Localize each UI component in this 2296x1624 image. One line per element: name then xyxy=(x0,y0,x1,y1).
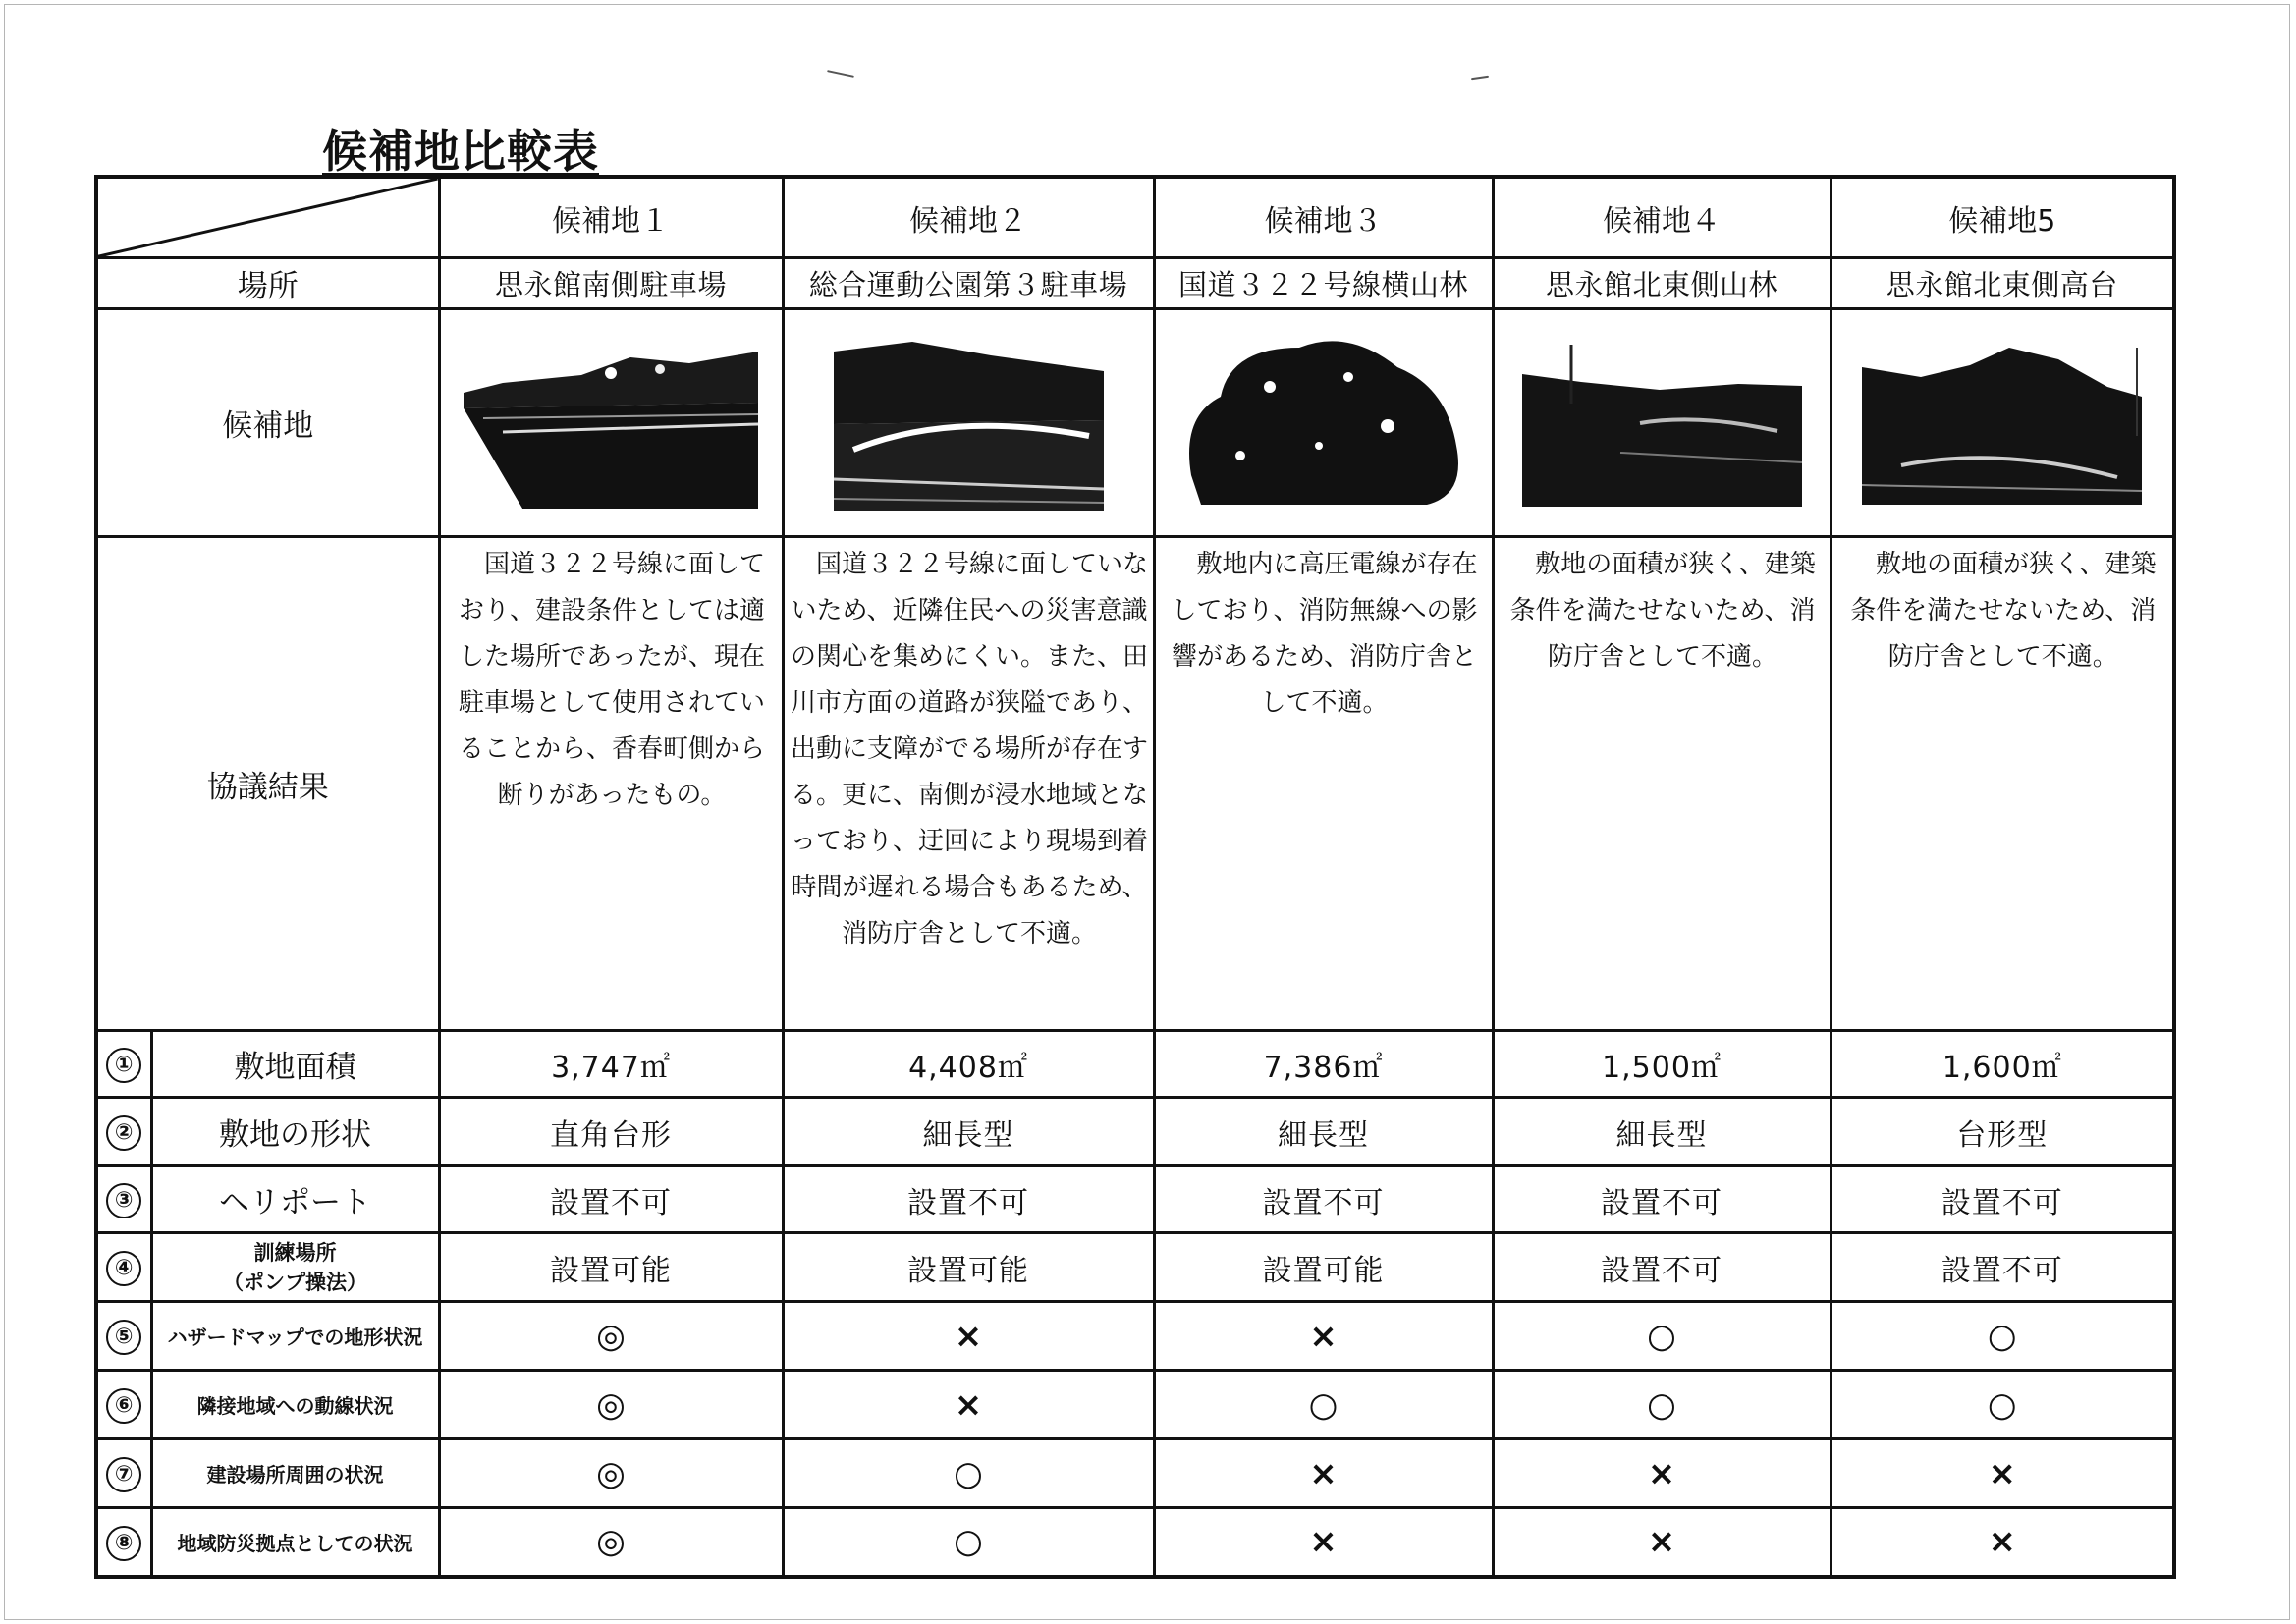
metric-value: 設置不可 xyxy=(439,1166,783,1233)
metric-label-sub: （ポンプ操法） xyxy=(223,1270,367,1294)
metric-row xyxy=(96,1098,2174,1166)
metric-value: 設置不可 xyxy=(1493,1166,1831,1233)
metric-row xyxy=(96,1439,2174,1508)
diagonal-line xyxy=(98,179,438,256)
rating-mark: × xyxy=(783,1371,1154,1439)
rating-mark: × xyxy=(1831,1439,2174,1508)
candidate-header: 候補地２ xyxy=(783,177,1154,258)
metric-value: 設置不可 xyxy=(1154,1166,1493,1233)
metric-value: 1,600㎡ xyxy=(1831,1031,2174,1098)
metric-value: 設置可能 xyxy=(783,1233,1154,1302)
rating-mark: ◎ xyxy=(439,1302,783,1371)
header-row xyxy=(96,177,2174,258)
candidate-photo-cell xyxy=(1154,309,1493,537)
metric-row xyxy=(96,1166,2174,1233)
metric-value: 細長型 xyxy=(783,1098,1154,1166)
candidate-photo-cell xyxy=(1493,309,1831,537)
metric-value: 直角台形 xyxy=(439,1098,783,1166)
location-cell: 思永館南側駐車場 xyxy=(439,258,783,309)
rating-mark: ○ xyxy=(783,1508,1154,1577)
rating-mark: ○ xyxy=(1493,1371,1831,1439)
metric-label: 敷地面積 xyxy=(151,1031,439,1098)
metric-value: 4,408㎡ xyxy=(783,1031,1154,1098)
metric-row xyxy=(96,1031,2174,1098)
metric-number: ⑥ xyxy=(96,1371,151,1439)
metric-number: ③ xyxy=(96,1166,151,1233)
rating-mark: × xyxy=(1831,1508,2174,1577)
metric-label: ヘリポート xyxy=(151,1166,439,1233)
photo-row-label: 候補地 xyxy=(96,309,439,537)
metric-label: 敷地の形状 xyxy=(151,1098,439,1166)
metric-value: 設置可能 xyxy=(439,1233,783,1302)
sports-park-parking-photo-icon xyxy=(834,342,1104,511)
metric-value: 設置可能 xyxy=(1154,1233,1493,1302)
discussion-cell: 敷地の面積が狭く、建築条件を満たせないため、消防庁舎として不適。 xyxy=(1493,537,1831,1031)
discussion-cell: 敷地内に高圧電線が存在しており、消防無線への影響があるため、消防庁舎として不適。 xyxy=(1154,537,1493,1031)
candidate-photo-cell xyxy=(1831,309,2174,537)
metric-number: ⑦ xyxy=(96,1439,151,1508)
rating-mark: ◎ xyxy=(439,1508,783,1577)
metric-number: ① xyxy=(96,1031,151,1098)
metric-value: 設置不可 xyxy=(783,1166,1154,1233)
metric-value: 3,747㎡ xyxy=(439,1031,783,1098)
rating-mark: ○ xyxy=(1831,1371,2174,1439)
location-row-label: 場所 xyxy=(96,258,439,309)
candidate-header: 候補地１ xyxy=(439,177,783,258)
discussion-row xyxy=(96,537,2174,1031)
candidate-photo-cell xyxy=(439,309,783,537)
location-cell: 思永館北東側高台 xyxy=(1831,258,2174,309)
rating-mark: × xyxy=(1154,1508,1493,1577)
hillside-forest-photo-icon xyxy=(1522,345,1802,507)
rating-mark: ◎ xyxy=(439,1439,783,1508)
discussion-row-label: 協議結果 xyxy=(96,537,439,1031)
rating-mark: ○ xyxy=(1493,1302,1831,1371)
discussion-cell: 敷地の面積が狭く、建築条件を満たせないため、消防庁舎として不適。 xyxy=(1831,537,2174,1031)
discussion-cell: 国道３２２号線に面していないため、近隣住民への災害意識の関心を集めにくい。また、田川市方面の道路が狭隘であり、出動に支障がでる場所が存在する。更に、南側が浸水地域となっており、迂回により現場到着時間が遅れる場合もあるため、消防庁舎として不適。 xyxy=(783,537,1154,1031)
candidate-header: 候補地5 xyxy=(1831,177,2174,258)
metric-label xyxy=(151,1233,439,1302)
candidate-header: 候補地３ xyxy=(1154,177,1493,258)
metric-value: 1,500㎡ xyxy=(1493,1031,1831,1098)
metric-label: 地域防災拠点としての状況 xyxy=(151,1508,439,1577)
rating-mark: × xyxy=(1154,1439,1493,1508)
metric-label: 建設場所周囲の状況 xyxy=(151,1439,439,1508)
rating-mark: × xyxy=(1493,1439,1831,1508)
rating-mark: × xyxy=(783,1302,1154,1371)
discussion-cell: 国道３２２号線に面しており、建設条件としては適した場所であったが、現在駐車場として使用されていることから、香春町側から断りがあったもの。 xyxy=(439,537,783,1031)
corner-cell xyxy=(96,177,439,258)
rating-mark: ○ xyxy=(1831,1302,2174,1371)
metric-value: 細長型 xyxy=(1493,1098,1831,1166)
location-cell: 総合運動公園第３駐車場 xyxy=(783,258,1154,309)
metric-value: 7,386㎡ xyxy=(1154,1031,1493,1098)
metric-number: ④ xyxy=(96,1233,151,1302)
metric-number: ② xyxy=(96,1098,151,1166)
metric-value: 台形型 xyxy=(1831,1098,2174,1166)
candidate-header: 候補地４ xyxy=(1493,177,1831,258)
rating-mark: × xyxy=(1493,1508,1831,1577)
location-cell: 国道３２２号線横山林 xyxy=(1154,258,1493,309)
metric-number: ⑧ xyxy=(96,1508,151,1577)
location-row xyxy=(96,258,2174,309)
metric-value: 設置不可 xyxy=(1831,1233,2174,1302)
comparison-table xyxy=(94,175,2176,1579)
parking-lot-photo-icon xyxy=(464,344,758,509)
rating-mark: ○ xyxy=(783,1439,1154,1508)
metric-value: 設置不可 xyxy=(1493,1233,1831,1302)
metric-label-main: 訓練場所 xyxy=(253,1240,337,1265)
metric-label: 隣接地域への動線状況 xyxy=(151,1371,439,1439)
metric-row xyxy=(96,1233,2174,1302)
rating-mark: ◎ xyxy=(439,1371,783,1439)
page-title: 候補地比較表 xyxy=(322,125,599,178)
photo-row xyxy=(96,309,2174,537)
forest-photo-icon xyxy=(1181,328,1466,524)
metric-value: 設置不可 xyxy=(1831,1166,2174,1233)
metric-number: ⑤ xyxy=(96,1302,151,1371)
metric-row xyxy=(96,1302,2174,1371)
location-cell: 思永館北東側山林 xyxy=(1493,258,1831,309)
metric-row xyxy=(96,1508,2174,1577)
hilltop-photo-icon xyxy=(1862,348,2142,505)
rating-mark: ○ xyxy=(1154,1371,1493,1439)
metric-row xyxy=(96,1371,2174,1439)
metric-value: 細長型 xyxy=(1154,1098,1493,1166)
metric-label: ハザードマップでの地形状況 xyxy=(151,1302,439,1371)
candidate-photo-cell xyxy=(783,309,1154,537)
rating-mark: × xyxy=(1154,1302,1493,1371)
